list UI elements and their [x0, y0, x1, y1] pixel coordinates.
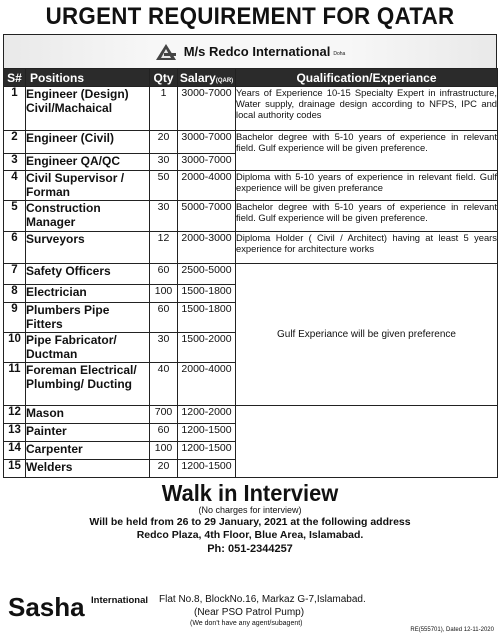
row-number: 2 [4, 131, 26, 154]
row-position: Engineer (Civil) [26, 131, 150, 154]
row-position: Surveyors [26, 232, 150, 264]
row-salary: 3000-7000 [178, 154, 236, 171]
header-qualification: Qualification/Experiance [236, 69, 498, 87]
row-position: Electrician [26, 285, 150, 303]
table-row [4, 264, 498, 285]
redco-logo-icon [155, 43, 177, 61]
walk-in-heading: Walk in Interview [161, 480, 339, 506]
row-number: 5 [4, 201, 26, 232]
row-number: 12 [4, 406, 26, 424]
agency-note: (We don't have any agent/subagent) [190, 620, 303, 627]
row-qty: 50 [150, 171, 178, 201]
row-salary: 3000-7000 [178, 131, 236, 154]
row-position: Civil Supervisor / Forman [26, 171, 150, 201]
header-qty: Qty [150, 69, 178, 87]
row-position: Engineer (Design) Civil/Machaical [26, 87, 150, 131]
row-qty: 60 [150, 424, 178, 442]
table-row [4, 201, 498, 232]
row-position: Construction Manager [26, 201, 150, 232]
row-number: 11 [4, 363, 26, 406]
table-row [4, 406, 498, 424]
jobs-table [3, 68, 498, 478]
row-qty: 20 [150, 460, 178, 478]
interview-address: Redco Plaza, 4th Floor, Blue Area, Islamabad. [136, 529, 364, 541]
row-number: 10 [4, 333, 26, 363]
row-position: Mason [26, 406, 150, 424]
row-qty: 12 [150, 232, 178, 264]
row-salary: 2000-3000 [178, 232, 236, 264]
table-row [4, 87, 498, 131]
agency-address: Flat No.8, BlockNo.16, Markaz G-7,Islamabad. [159, 594, 366, 605]
row-salary: 1500-1800 [178, 285, 236, 303]
row-salary: 2000-4000 [178, 363, 236, 406]
table-row [4, 131, 498, 154]
table-row [4, 171, 498, 201]
company-suffix: Doha [333, 51, 346, 57]
row-qty: 60 [150, 264, 178, 285]
row-number: 13 [4, 424, 26, 442]
ad-title: URGENT REQUIREMENT FOR QATAR [45, 3, 455, 30]
row-qualification: Bachelor degree with 5-10 years of experience in relevant field. Gulf experience will be given preference. [236, 201, 498, 232]
row-position: Engineer QA/QC [26, 154, 150, 171]
merged-qualification-note: Gulf Experiance will be given preference [236, 264, 498, 406]
row-number: 1 [4, 87, 26, 131]
interview-dates: Will be held from 26 to 29 January, 2021 at the following address [89, 516, 411, 528]
row-number: 8 [4, 285, 26, 303]
no-charges-note: (No charges for interview) [198, 505, 302, 515]
table-row [4, 232, 498, 264]
agency-footer [8, 592, 494, 638]
row-qty: 100 [150, 285, 178, 303]
header-salary-label: Salary [179, 70, 216, 85]
row-salary: 1500-1800 [178, 303, 236, 333]
row-number: 15 [4, 460, 26, 478]
row-number: 9 [4, 303, 26, 333]
row-position: Painter [26, 424, 150, 442]
row-number: 3 [4, 154, 26, 171]
agency-suffix: International [91, 595, 149, 606]
row-salary: 1200-1500 [178, 442, 236, 460]
agency-logo-text: Sasha [8, 592, 85, 622]
header-positions: Positions [26, 69, 150, 87]
row-number: 4 [4, 171, 26, 201]
row-salary: 1500-2000 [178, 333, 236, 363]
row-qty: 30 [150, 333, 178, 363]
row-qty: 30 [150, 201, 178, 232]
header-salary [178, 69, 236, 87]
row-qualification-empty [236, 406, 498, 478]
row-qty: 700 [150, 406, 178, 424]
row-qualification: Diploma with 5-10 years of experience in relevant field. Gulf experience will be given preferance [236, 171, 498, 201]
row-qty: 30 [150, 154, 178, 171]
row-salary: 1200-1500 [178, 424, 236, 442]
row-position: Pipe Fabricator/ Ductman [26, 333, 150, 363]
header-sno: S# [4, 69, 26, 87]
row-qty: 60 [150, 303, 178, 333]
row-number: 14 [4, 442, 26, 460]
header-salary-unit: (QAR) [215, 77, 234, 84]
company-name: M/s Redco International [183, 44, 331, 59]
row-qualification: Years of Experience 10-15 Specialty Expert in infrastructure, Water supply, drainage design according to NFPS, IPC and local authority codes [236, 87, 498, 131]
row-salary: 2500-5000 [178, 264, 236, 285]
row-number: 7 [4, 264, 26, 285]
row-number: 6 [4, 232, 26, 264]
company-banner [3, 34, 497, 68]
row-position: Plumbers Pipe Fitters [26, 303, 150, 333]
table-header-row [4, 69, 498, 87]
row-qty: 1 [150, 87, 178, 131]
row-salary: 3000-7000 [178, 87, 236, 131]
row-qty: 100 [150, 442, 178, 460]
row-qualification: Diploma Holder ( Civil / Architect) having at least 5 years experience for architecture works [236, 232, 498, 264]
row-salary: 1200-2000 [178, 406, 236, 424]
row-salary: 5000-7000 [178, 201, 236, 232]
interview-phone: Ph: 051-2344257 [207, 543, 293, 555]
row-qty: 40 [150, 363, 178, 406]
row-position: Foreman Electrical/ Plumbing/ Ducting [26, 363, 150, 406]
row-position: Carpenter [26, 442, 150, 460]
row-qualification: Bachelor degree with 5-10 years of experience in relevant field. Gulf experience will be given preference. [236, 131, 498, 171]
row-position: Safety Officers [26, 264, 150, 285]
row-salary: 1200-1500 [178, 460, 236, 478]
row-qty: 20 [150, 131, 178, 154]
row-position: Welders [26, 460, 150, 478]
agency-landmark: (Near PSO Patrol Pump) [194, 607, 305, 618]
row-salary: 2000-4000 [178, 171, 236, 201]
reference-number: RE(555701), Dated 12-11-2020 [410, 627, 494, 633]
